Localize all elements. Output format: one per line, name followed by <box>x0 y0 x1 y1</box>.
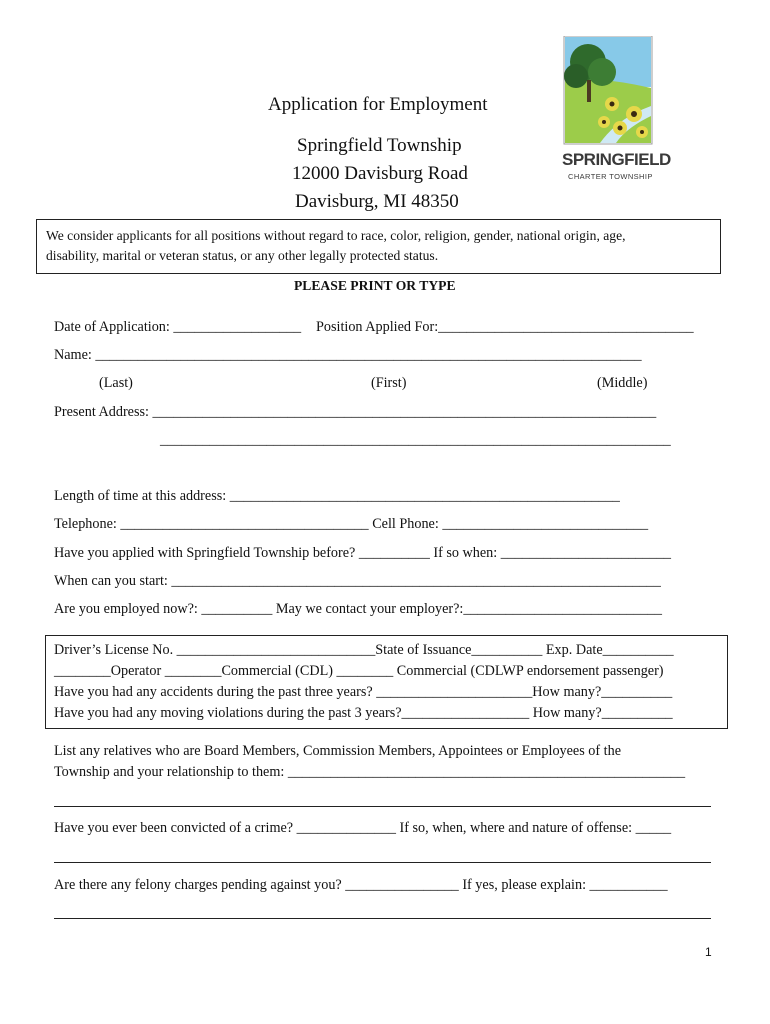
last-name-caption: (Last) <box>99 375 133 391</box>
org-city: Davisburg, MI 48350 <box>295 191 459 212</box>
eeo-notice-line2: disability, marital or veteran status, or any other legally protected status. <box>46 248 439 263</box>
crime-question-field[interactable]: Have you ever been convicted of a crime? ______________ If so, when, where and nature of offense: _____ <box>54 820 672 836</box>
relatives-answer-line[interactable] <box>54 806 711 807</box>
page-title: Application for Employment <box>268 94 488 115</box>
org-name: Springfield Township <box>297 135 462 156</box>
license-type-line[interactable]: ________Operator ________Commercial (CDL) ________ Commercial (CDLWP endorsement passenger) <box>54 663 664 679</box>
position-applied-field[interactable]: Position Applied For:____________________________________ <box>316 319 694 335</box>
relatives-answer-field[interactable]: Township and your relationship to them: ________________________________________________________ <box>54 764 686 780</box>
present-address-field[interactable]: Present Address: _______________________________________________________________________ <box>54 404 657 420</box>
name-field[interactable]: Name: _____________________________________________________________________________ <box>54 347 642 363</box>
employed-now-field[interactable]: Are you employed now?: __________ May we contact your employer?:____________________________ <box>54 601 662 617</box>
drivers-license-line[interactable]: Driver’s License No. ____________________________State of Issuance__________ Exp. Date__________ <box>54 642 674 658</box>
logo-name: SPRINGFIELD <box>562 150 671 169</box>
felony-question-field[interactable]: Are there any felony charges pending against you? ________________ If yes, please explain: ___________ <box>54 877 668 893</box>
present-address-line2[interactable]: ________________________________________________________________________ <box>160 432 671 448</box>
date-of-application-field[interactable]: Date of Application: __________________ <box>54 319 302 335</box>
eeo-notice-line1: We consider applicants for all positions without regard to race, color, religion, gender, national origin, age, <box>46 228 626 243</box>
org-street: 12000 Davisburg Road <box>292 163 468 184</box>
applied-before-field[interactable]: Have you applied with Springfield Township before? __________ If so when: ________________________ <box>54 545 672 561</box>
length-at-address-field[interactable]: Length of time at this address: _______________________________________________________ <box>54 488 620 504</box>
telephone-field[interactable]: Telephone: ___________________________________ Cell Phone: _____________________________ <box>54 516 649 532</box>
first-name-caption: (First) <box>371 375 407 391</box>
felony-answer-line[interactable] <box>54 918 711 919</box>
start-date-field[interactable]: When can you start: _____________________________________________________________________ <box>54 573 661 589</box>
crime-answer-line[interactable] <box>54 862 711 863</box>
middle-name-caption: (Middle) <box>597 375 648 391</box>
relatives-question: List any relatives who are Board Members, Commission Members, Appointees or Employees of the <box>54 743 621 759</box>
moving-violations-line[interactable]: Have you had any moving violations during the past 3 years?__________________ How many?__________ <box>54 705 673 721</box>
accidents-line[interactable]: Have you had any accidents during the past three years? ______________________How many?__________ <box>54 684 673 700</box>
township-logo <box>560 36 671 188</box>
logo-tagline: CHARTER TOWNSHIP <box>568 172 653 181</box>
print-instruction: PLEASE PRINT OR TYPE <box>294 278 456 293</box>
page-number: 1 <box>705 945 712 959</box>
